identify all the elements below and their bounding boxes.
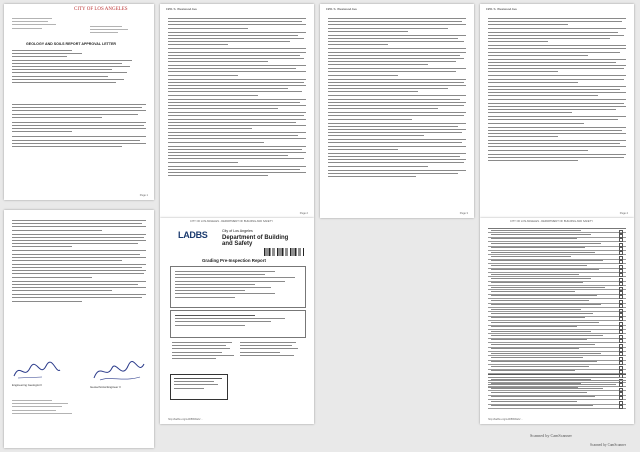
page-header: 1951 S. Westwood Ave	[326, 7, 357, 11]
page-number: Page 2	[299, 212, 308, 215]
page-header: 1951 S. Westwood Ave	[486, 7, 517, 11]
signature-1	[12, 360, 62, 382]
approval-stamp-box	[170, 374, 228, 400]
conditions-text	[328, 18, 466, 179]
document-page-checklist	[480, 218, 634, 424]
document-page-4	[480, 4, 634, 218]
document-page-ladbs-report	[160, 218, 314, 424]
document-page-signatures	[4, 210, 154, 448]
cc-list	[12, 400, 92, 416]
document-page-3	[320, 4, 474, 218]
document-page-1	[4, 4, 154, 200]
letter-body	[12, 104, 146, 149]
reference-block	[90, 26, 140, 36]
signer-2-title: Geotechnical Engineer II	[90, 385, 121, 389]
checklist-notes	[488, 374, 626, 390]
page-header: 1951 S. Westwood Ave	[166, 7, 197, 11]
letter-title: GEOLOGY AND SOILS REPORT APPROVAL LETTER	[26, 42, 116, 46]
scanner-watermark: Scanned by CamScanner	[590, 443, 626, 447]
page-number: Page 4	[619, 212, 628, 215]
print-footer: http://ladbs.org/LADBSWeb/...	[168, 418, 203, 421]
conditions-text	[168, 18, 306, 178]
city-header: CITY OF LOS ANGELES	[74, 7, 128, 12]
signature-2	[90, 358, 146, 384]
inspection-notes-right	[240, 342, 302, 358]
signer-1-title: Engineering Geologist II	[12, 383, 42, 387]
print-header: CITY OF LOS ANGELES - DEPARTMENT OF BUILDING AND SAFETY	[190, 220, 273, 223]
final-conditions	[12, 220, 146, 304]
address-block	[12, 18, 62, 31]
letter-details	[12, 50, 146, 85]
page-number: Page 1	[139, 194, 148, 197]
barcode	[264, 248, 304, 256]
print-footer: http://ladbs.org/LADBSWeb/...	[488, 418, 523, 421]
report-title: Grading Pre-Inspection Report	[202, 258, 266, 263]
ladbs-logo: LADBS	[178, 230, 208, 240]
grading-info-box	[170, 310, 306, 338]
document-page-2	[160, 4, 314, 218]
scanner-watermark: Scanned by CamScanner	[530, 433, 572, 438]
conditions-text	[488, 18, 626, 163]
department-name: City of Los Angeles Department of Building and Safety	[222, 229, 289, 247]
report-form-fields	[170, 266, 306, 308]
page-number: Page 3	[459, 212, 468, 215]
print-header: CITY OF LOS ANGELES - DEPARTMENT OF BUILDING AND SAFETY	[510, 220, 593, 223]
